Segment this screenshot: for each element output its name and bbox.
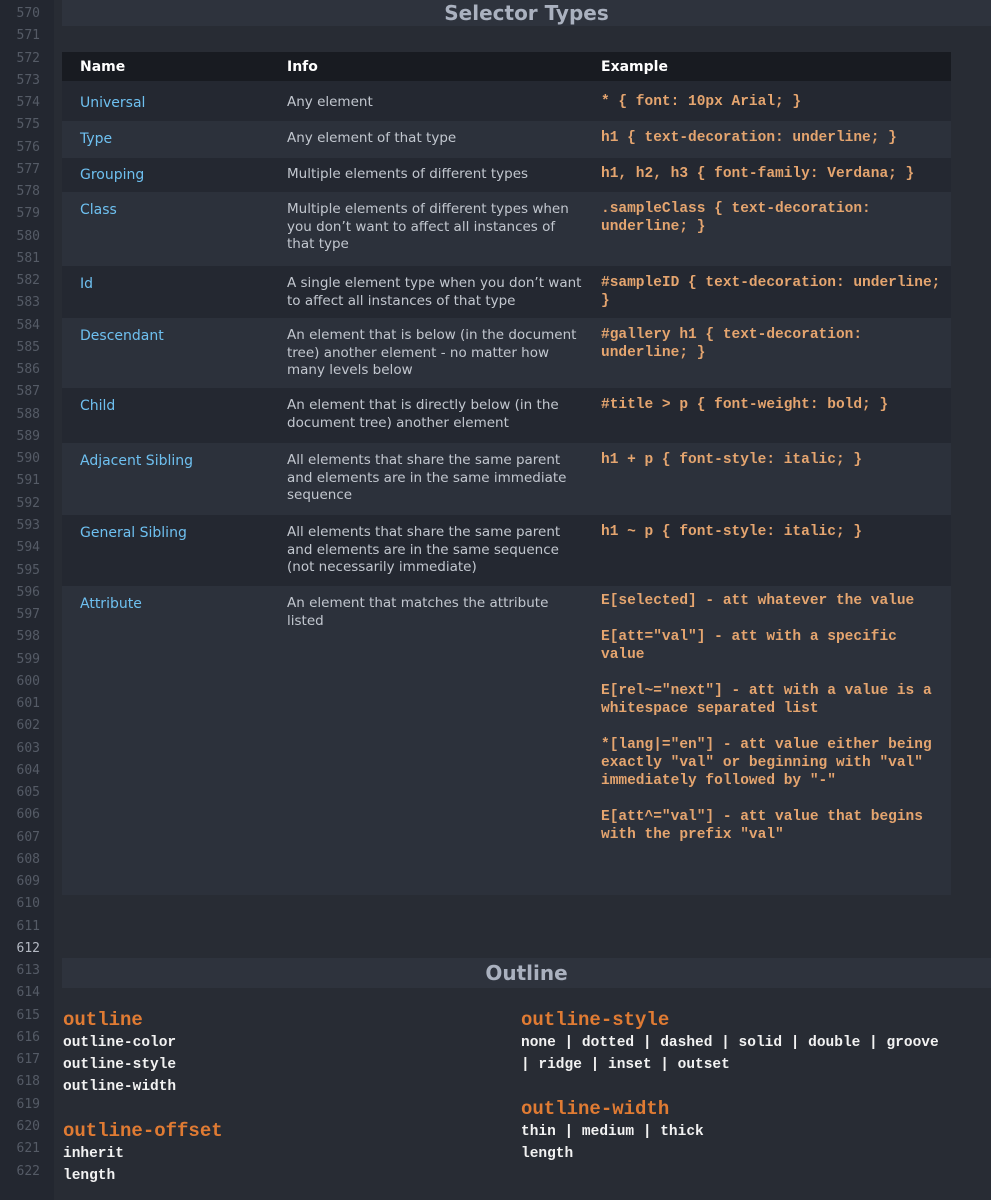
selector-name[interactable]: Adjacent Sibling	[80, 453, 194, 469]
line-number: 581	[16, 250, 40, 266]
selector-info: A single element type when you don’t want to affect all instances of that type	[287, 275, 582, 309]
line-number: 608	[16, 851, 40, 867]
table-header-row	[62, 52, 951, 81]
line-number: 573	[16, 72, 40, 88]
line-number: 616	[16, 1029, 40, 1045]
line-number: 593	[16, 517, 40, 533]
selector-example: h1 + p { font-style: italic; }	[601, 452, 863, 468]
property-title-outline-width: outline-width	[521, 1098, 670, 1120]
line-number: 620	[16, 1119, 40, 1134]
line-number: 592	[16, 495, 40, 511]
line-number: 612	[16, 940, 40, 956]
selector-name[interactable]: Class	[80, 202, 117, 218]
line-number: 609	[16, 874, 40, 890]
header-info: Info	[287, 59, 318, 75]
table-row	[62, 192, 951, 266]
section-title-selector-types: Selector Types	[62, 0, 991, 26]
line-number: 604	[16, 762, 40, 778]
line-number: 599	[16, 651, 40, 667]
selector-info: Any element	[287, 94, 373, 110]
table-row	[62, 586, 951, 895]
line-number: 579	[16, 206, 40, 222]
line-number-gutter	[0, 0, 54, 1200]
line-number: 621	[16, 1141, 40, 1157]
selector-name[interactable]: Id	[80, 276, 94, 292]
selector-name[interactable]: Descendant	[80, 328, 164, 344]
property-title-outline-style: outline-style	[521, 1009, 670, 1031]
selector-info: An element that is directly below (in the document tree) another element	[287, 397, 559, 431]
property-values-outline-style: none | dotted | dashed | solid | double | groove | ridge | inset | outset	[521, 1035, 939, 1073]
line-number: 617	[16, 1052, 40, 1068]
selector-name[interactable]: Grouping	[80, 167, 145, 183]
selector-info: An element that matches the attribute listed	[287, 595, 549, 629]
line-number: 606	[16, 807, 40, 823]
line-number: 586	[16, 362, 40, 378]
line-number: 571	[16, 28, 40, 44]
line-number: 600	[16, 673, 40, 689]
line-number: 603	[16, 740, 40, 756]
property-values-outline-offset: inherit length	[63, 1146, 124, 1184]
selector-example: * { font: 10px Arial; }	[601, 94, 802, 110]
line-number: 591	[16, 473, 40, 489]
selector-name[interactable]: Universal	[80, 95, 146, 111]
line-number: 598	[16, 629, 40, 645]
line-number: 574	[16, 95, 40, 111]
selector-example: #gallery h1 { text-decoration: underline; }	[601, 327, 871, 361]
table-row	[62, 158, 951, 192]
line-number: 577	[16, 161, 40, 177]
line-number: 618	[16, 1074, 40, 1090]
table-row	[62, 388, 951, 443]
line-number: 589	[16, 428, 40, 444]
selector-example: #sampleID { text-decoration: underline; }	[601, 275, 950, 309]
line-number: 570	[16, 6, 40, 21]
selector-name[interactable]: General Sibling	[80, 525, 187, 541]
selector-info: An element that is below (in the document tree) another element - no matter how many levels below	[287, 327, 577, 378]
line-number: 607	[16, 829, 40, 845]
selector-example: h1 ~ p { font-style: italic; }	[601, 524, 863, 540]
selector-info: All elements that share the same parent and elements are in the same immediate sequence	[287, 452, 567, 503]
line-number: 602	[16, 718, 40, 734]
line-number: 597	[16, 607, 40, 623]
table-row	[62, 121, 951, 158]
table-row	[62, 515, 951, 586]
line-number: 611	[16, 918, 40, 934]
line-number: 619	[16, 1096, 40, 1112]
selector-example: h1, h2, h3 { font-family: Verdana; }	[601, 166, 915, 182]
header-example: Example	[601, 59, 668, 75]
header-name: Name	[80, 59, 126, 75]
selector-example: #title > p { font-weight: bold; }	[601, 397, 889, 413]
property-values-outline: outline-color outline-style outline-width	[63, 1035, 177, 1095]
table-row	[62, 81, 951, 121]
selector-example: E[selected] - att whatever the value E[att="val"] - att with a specific value E[rel~="next"] - att with a value is a whitespace separated list *[lang|="en"] - att value either being exactly "val" or beginning with "val" immediately followed by "-" E[att^="val"] - att value that begins with the prefix "val"	[601, 593, 932, 843]
selector-example: .sampleClass { text-decoration: underline; }	[601, 201, 880, 235]
line-number: 578	[16, 184, 40, 200]
line-number: 585	[16, 339, 40, 355]
selector-info: Any element of that type	[287, 130, 457, 146]
line-number: 596	[16, 584, 40, 600]
line-number: 610	[16, 896, 40, 912]
line-number: 576	[16, 139, 40, 155]
line-number: 583	[16, 295, 40, 311]
table-row	[62, 318, 951, 388]
line-number: 587	[16, 384, 40, 400]
line-number: 614	[16, 985, 40, 1001]
line-number: 601	[16, 696, 40, 712]
line-number: 588	[16, 406, 40, 422]
line-number: 584	[16, 317, 40, 333]
line-number: 575	[16, 117, 40, 133]
selector-info: All elements that share the same parent and elements are in the same sequence (not necessarily immediate)	[287, 524, 561, 575]
line-number: 622	[16, 1163, 40, 1179]
line-number: 613	[16, 963, 40, 979]
selector-name[interactable]: Type	[80, 131, 113, 147]
line-number: 595	[16, 562, 40, 578]
line-number: 605	[16, 785, 40, 801]
table-row	[62, 443, 951, 515]
line-number: 594	[16, 540, 40, 556]
selector-info: Multiple elements of different types when you don’t want to affect all instances of that type	[287, 201, 569, 252]
line-number: 572	[16, 50, 40, 66]
line-number: 582	[16, 273, 40, 289]
property-title-outline: outline	[63, 1009, 143, 1031]
line-number: 615	[16, 1007, 40, 1023]
line-number: 590	[16, 451, 40, 467]
property-title-outline-offset: outline-offset	[63, 1120, 223, 1142]
selector-info: Multiple elements of different types	[287, 166, 529, 182]
selector-name[interactable]: Child	[80, 398, 116, 414]
property-values-outline-width: thin | medium | thick length	[521, 1124, 704, 1162]
section-title-outline: Outline	[62, 958, 991, 988]
line-number: 580	[16, 228, 40, 244]
selector-name[interactable]: Attribute	[80, 596, 142, 612]
table-row	[62, 266, 951, 318]
selector-example: h1 { text-decoration: underline; }	[601, 130, 897, 146]
